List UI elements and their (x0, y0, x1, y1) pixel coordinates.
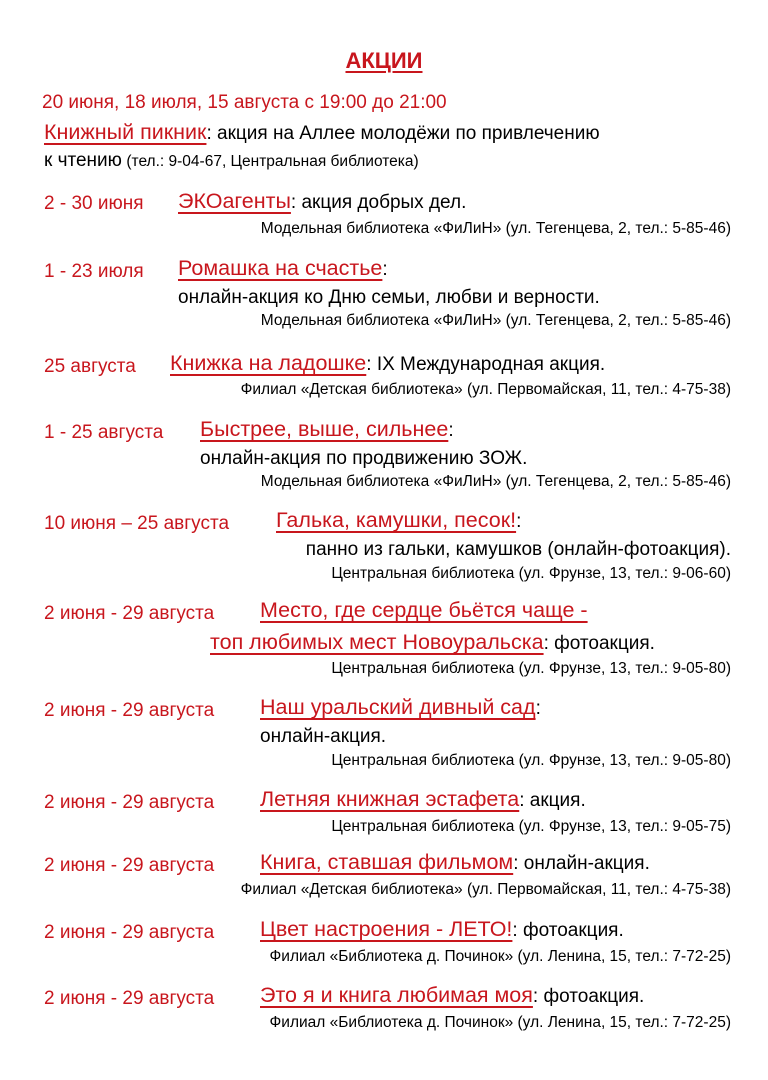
event-venue: Филиал «Детская библиотека» (ул. Первомайская, 11, тел.: 4-75-38) (240, 381, 731, 398)
event-title-line (260, 850, 650, 875)
event-date: 2 июня - 29 августа (44, 855, 215, 876)
event-desc: : акция добрых дел. (290, 192, 467, 213)
event-venue: Модельная библиотека «ФиЛиН» (ул. Тегенцева, 2, тел.: 5-85-46) (260, 473, 731, 490)
event-venue: Модельная библиотека «ФиЛиН» (ул. Тегенцева, 2, тел.: 5-85-46) (260, 220, 731, 237)
event-date: 2 июня - 29 августа (44, 700, 215, 721)
event-desc: : IX Международная акция. (366, 354, 606, 375)
event-desc: : фотоакция. (512, 920, 624, 941)
event-title-line (260, 695, 541, 720)
event-title-line (210, 630, 655, 655)
event-desc: онлайн-акция по продвижению ЗОЖ. (200, 448, 528, 469)
event-desc: панно из гальки, камушков (онлайн-фотоакция). (305, 539, 731, 560)
event-desc: онлайн-акция. (260, 726, 387, 747)
picnic-date: 20 июня, 18 июля, 15 августа с 19:00 до 21:00 (42, 92, 447, 113)
event-name: Галька, камушки, песок! (276, 508, 517, 532)
event-desc: : (516, 511, 522, 532)
event-desc: : онлайн-акция. (513, 853, 650, 874)
event-name: Книга, ставшая фильмом (260, 850, 514, 874)
picnic-line (44, 120, 600, 145)
event-venue: Филиал «Библиотека д. Починок» (ул. Ленина, 15, тел.: 7-72-25) (269, 948, 731, 965)
picnic-contact: (тел.: 9-04-67, Центральная библиотека) (126, 153, 419, 170)
event-venue: Центральная библиотека (ул. Фрунзе, 13, тел.: 9-05-80) (331, 752, 731, 769)
event-desc: : (448, 420, 454, 441)
event-name: Летняя книжная эстафета (260, 787, 520, 811)
event-desc: : (535, 698, 541, 719)
event-date: 1 - 25 августа (44, 422, 164, 443)
event-name: Быстрее, выше, сильнее (200, 417, 449, 441)
event-date: 10 июня – 25 августа (44, 513, 230, 534)
event-desc: : фотоакция. (532, 986, 645, 1007)
event-venue: Центральная библиотека (ул. Фрунзе, 13, тел.: 9-05-75) (331, 818, 731, 835)
event-name: Место, где сердце бьётся чаще - (260, 598, 588, 622)
event-name: Наш уральский дивный сад (260, 695, 536, 719)
event-name: Ромашка на счастье (178, 256, 383, 280)
event-desc: : фотоакция. (543, 633, 655, 654)
event-desc: : акция на Аллее молодёжи по привлечению (206, 123, 600, 144)
event-venue: Модельная библиотека «ФиЛиН» (ул. Тегенцева, 2, тел.: 5-85-46) (260, 312, 731, 329)
event-title-line (178, 256, 388, 281)
event-date: 25 августа (44, 356, 136, 377)
event-desc: : акция. (519, 790, 586, 811)
event-title-line (276, 508, 521, 533)
event-date: 1 - 23 июля (44, 261, 144, 282)
event-name: Книжка на ладошке (170, 351, 367, 375)
event-title-line (260, 787, 586, 812)
picnic-line-2 (44, 150, 419, 172)
event-desc: к чтению (44, 150, 122, 171)
event-title-line (260, 983, 644, 1008)
event-title-line (260, 917, 624, 942)
event-venue: Филиал «Детская библиотека» (ул. Первомайская, 11, тел.: 4-75-38) (240, 881, 731, 898)
event-desc: : (382, 259, 388, 280)
event-date: 2 - 30 июня (44, 193, 144, 214)
event-title-line (170, 351, 605, 376)
event-date: 2 июня - 29 августа (44, 988, 215, 1009)
event-date: 2 июня - 29 августа (44, 603, 215, 624)
event-date: 2 июня - 29 августа (44, 922, 215, 943)
event-venue: Центральная библиотека (ул. Фрунзе, 13, тел.: 9-06-60) (331, 565, 731, 582)
event-name-2: топ любимых мест Новоуральска (210, 630, 544, 654)
event-desc: онлайн-акция ко Дню семьи, любви и верности. (178, 287, 600, 308)
page-title: АКЦИИ (345, 48, 423, 73)
event-venue: Филиал «Библиотека д. Починок» (ул. Ленина, 15, тел.: 7-72-25) (269, 1014, 731, 1031)
event-name: Цвет настроения - ЛЕТО! (260, 917, 513, 941)
event-name: Это я и книга любимая моя (260, 983, 533, 1007)
event-venue: Центральная библиотека (ул. Фрунзе, 13, тел.: 9-05-80) (331, 660, 731, 677)
event-date: 2 июня - 29 августа (44, 792, 215, 813)
event-name: Книжный пикник (44, 120, 207, 144)
event-name: ЭКОагенты (178, 189, 291, 213)
event-title-line (178, 189, 466, 214)
event-title-line (200, 417, 454, 442)
